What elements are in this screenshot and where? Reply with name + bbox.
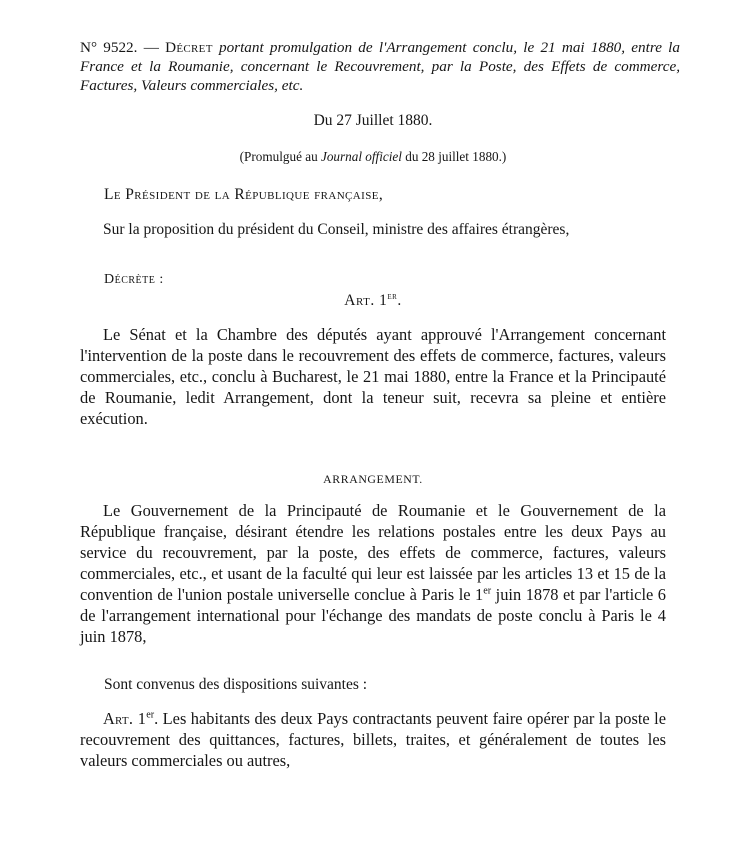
preamble-text-a: Le Gouvernement de la Principauté de Roumanie et le Gouvernement de la République française, désirant étendre les relations postales entre les deux Pays au service du recouvrement, par la poste, des effets de commerce, factures, valeurs commerciales, etc., et usant de la faculté qui leur est laissée par les articles 13 et 15 de la convention de l'union postale universelle conclue à Paris le 1 (80, 501, 666, 604)
decree-word: Décret (165, 39, 213, 56)
decree-date: Du 27 Juillet 1880. (313, 112, 433, 129)
arrangement-title: ARRANGEMENT. (323, 472, 423, 486)
promulgation-note (0, 149, 746, 165)
article-1-label: Art. 1 (344, 292, 388, 309)
preamble-text-b: juin 1878 et par l'article 6 de l'arrangement international pour l'échange des mandats de poste conclu à Paris le 4 juin 1878, (80, 585, 666, 646)
arr-art-1-label: Art. 1 (103, 709, 147, 728)
sont-convenus: Sont convenus des dispositions suivantes : (104, 676, 368, 693)
promulgation-after: du 28 juillet 1880.) (401, 149, 507, 164)
journal-officiel: Journal officiel (320, 149, 402, 164)
arrangement-preamble (80, 500, 666, 647)
article-1-suffix: . (397, 292, 402, 309)
president-line: Le Président de la République française, (104, 186, 384, 203)
article-1-text: Le Sénat et la Chambre des députés ayant approuvé l'Arrangement concernant l'intervention de la poste dans le recouvrement des effets de commerce, factures, valeurs commerciales, etc., conclu à Bucharest, le 21 mai 1880, entre la France et la Principauté de Roumanie, ledit Arrangement, dont la teneur suit, recevra sa pleine et entière exécution. (80, 325, 666, 428)
article-1-sup: er (387, 290, 398, 302)
arrangement-article-1 (80, 708, 666, 771)
decrete-label: Décrète : (104, 272, 164, 287)
decree-heading (80, 38, 680, 95)
promulgation-before: (Promulgué au (239, 149, 321, 164)
decree-number: N° 9522. (80, 39, 138, 56)
proposition-paragraph: Sur la proposition du président du Conseil, ministre des affaires étrangères, (103, 221, 570, 238)
arr-art-1-text: . Les habitants des deux Pays contractants peuvent faire opérer par la poste le recouvrement des quittances, factures, billets, traites, et généralement de toutes les valeurs commerciales ou autres, (80, 709, 666, 770)
heading-dash: — (137, 39, 166, 56)
preamble-sup: er (483, 585, 492, 597)
decree-title-text: portant promulgation de l'Arrangement conclu, le 21 mai 1880, entre la France et la Roumanie, concernant le Recouvrement, par la Poste, des Effets de commerce, Factures, Valeurs commerciales, etc. (80, 39, 680, 94)
article-1-heading (0, 292, 746, 310)
arr-art-1-sup: er (146, 709, 155, 721)
